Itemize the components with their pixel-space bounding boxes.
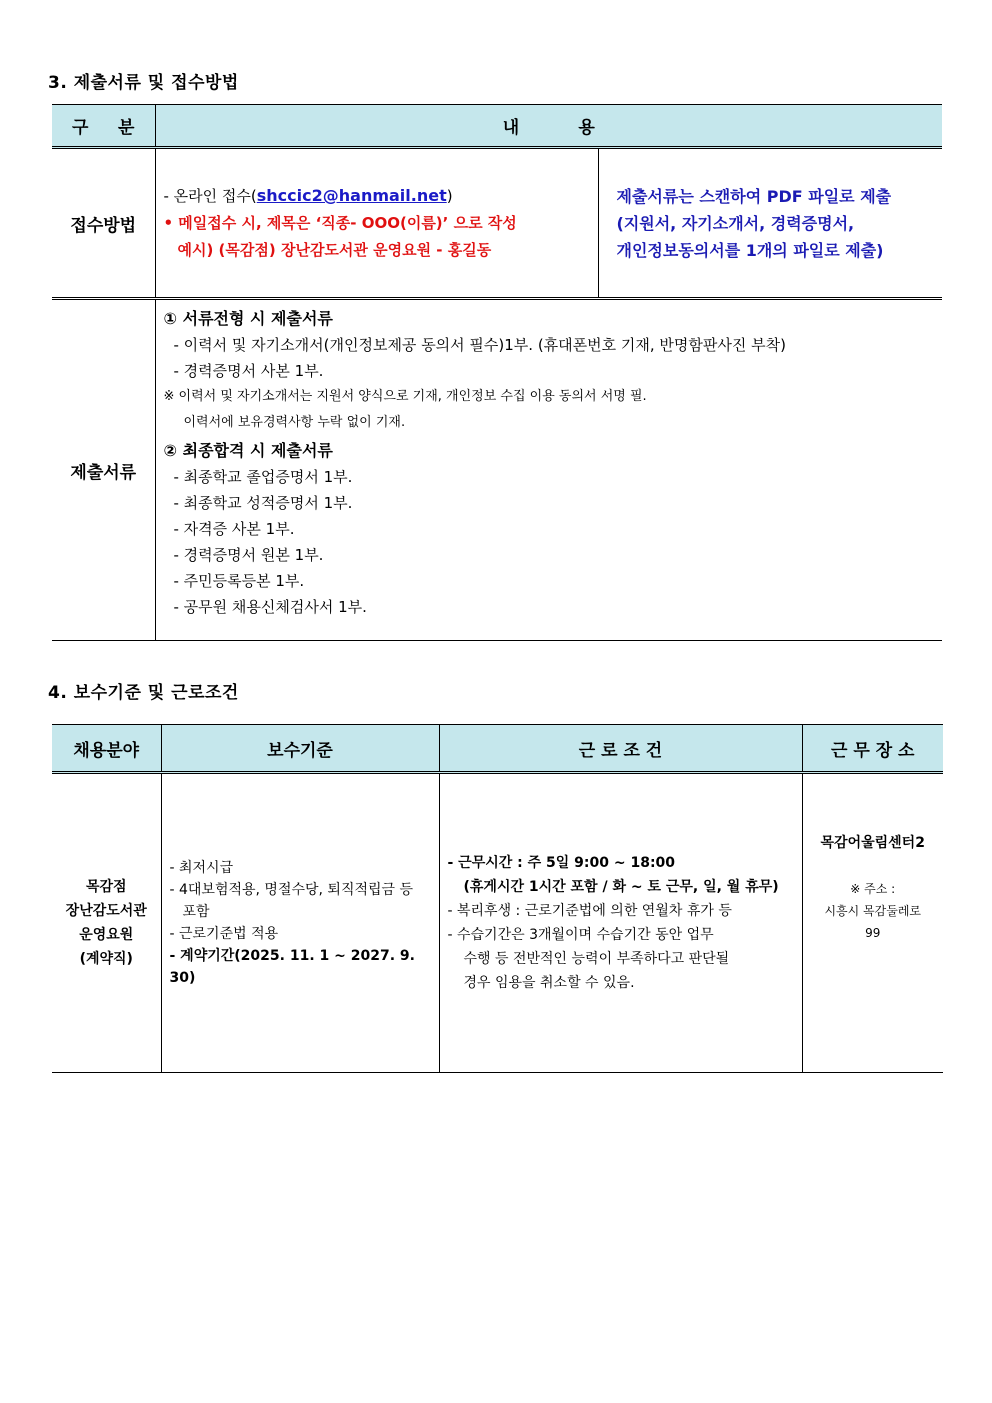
pay-item-4: - 계약기간(2025. 11. 1 ~ 2027. 9. 30) xyxy=(169,948,415,986)
docs-cell xyxy=(155,299,942,641)
cond-item-1: - 근무시간 : 주 5일 9:00 ~ 18:00 xyxy=(447,855,676,871)
docs-heading-1: ① 서류전형 시 제출서류 xyxy=(163,309,333,328)
submission-header-row xyxy=(52,105,942,148)
field-line-2: 장난감도서관 xyxy=(65,903,147,919)
header-field: 채용분야 xyxy=(52,725,161,773)
cond-item-6: 경우 임용을 취소할 수 있음. xyxy=(463,975,635,991)
cond-item-4: - 수습기간은 3개월이며 수습기간 동안 업무 xyxy=(447,927,714,943)
scan-note-2: (지원서, 자기소개서, 경력증명서, xyxy=(616,213,855,233)
mail-note-1: • 메일접수 시, 제목은 ‘직종- OOO(이름)’ 으로 작성 xyxy=(163,214,517,232)
email-link[interactable]: shccic2@hanmail.net xyxy=(256,186,447,205)
method-row xyxy=(52,148,942,299)
docs-item-2e: - 주민등록등본 1부. xyxy=(173,572,305,590)
place-name: 목감어울림센터2 xyxy=(820,835,925,851)
field-line-4: (계약직) xyxy=(79,951,133,967)
header-place: 근 무 장 소 xyxy=(802,725,943,773)
submission-table xyxy=(52,104,942,641)
docs-heading-2: ② 최종합격 시 제출서류 xyxy=(163,441,333,460)
header-content: 내 용 xyxy=(155,105,942,148)
conditions-header-row xyxy=(52,725,943,773)
scan-note-cell xyxy=(598,148,942,299)
header-pay: 보수기준 xyxy=(161,725,439,773)
place-addr-1: 시흥시 목감둘레로 xyxy=(824,904,922,918)
online-suffix: ) xyxy=(446,187,453,205)
scan-note-3: 개인정보동의서를 1개의 파일로 제출) xyxy=(616,240,884,260)
docs-note-1: ※ 이력서 및 자기소개서는 지원서 양식으로 기재, 개인정보 수집 이용 동의서 서명 필. xyxy=(163,389,647,404)
conditions-cell xyxy=(439,773,802,1073)
pay-item-2b: 포함 xyxy=(182,904,210,920)
scan-note-1: 제출서류는 스캔하여 PDF 파일로 제출 xyxy=(616,186,892,206)
docs-label: 제출서류 xyxy=(52,299,155,641)
pay-item-2: - 4대보험적용, 명절수당, 퇴직적립금 등 xyxy=(169,882,414,898)
docs-note-2: 이력서에 보유경력사항 누락 없이 기재. xyxy=(183,415,406,430)
cond-item-2: (휴게시간 1시간 포함 / 화 ~ 토 근무, 일, 월 휴무) xyxy=(463,879,779,895)
docs-item-2a: - 최종학교 졸업증명서 1부. xyxy=(173,468,353,486)
pay-item-3: - 근로기준법 적용 xyxy=(169,926,279,942)
field-line-3: 운영요원 xyxy=(79,927,134,943)
online-prefix: - 온라인 접수( xyxy=(163,187,257,205)
place-addr-2: 99 xyxy=(865,926,881,940)
section-3-title: 3. 제출서류 및 접수방법 xyxy=(48,73,239,93)
docs-item-2d: - 경력증명서 원본 1부. xyxy=(173,546,324,564)
field-cell xyxy=(52,773,161,1073)
conditions-row xyxy=(52,773,943,1073)
docs-item-2b: - 최종학교 성적증명서 1부. xyxy=(173,494,353,512)
pay-item-1: - 최저시급 xyxy=(169,860,234,876)
conditions-table xyxy=(52,724,943,1073)
header-conditions: 근 로 조 건 xyxy=(439,725,802,773)
docs-row xyxy=(52,299,942,641)
field-line-1: 목감점 xyxy=(85,879,127,895)
pay-cell xyxy=(161,773,439,1073)
method-online-cell xyxy=(155,148,598,299)
place-addr-label: ※ 주소 : xyxy=(850,882,896,896)
header-category: 구 분 xyxy=(52,105,155,148)
docs-item-2c: - 자격증 사본 1부. xyxy=(173,520,295,538)
method-label: 접수방법 xyxy=(52,148,155,299)
cond-item-5: 수행 등 전반적인 능력이 부족하다고 판단될 xyxy=(463,951,730,967)
online-line xyxy=(164,182,598,210)
section-4-title: 4. 보수기준 및 근로조건 xyxy=(48,683,239,703)
cond-item-3: - 복리후생 : 근로기준법에 의한 연월차 휴가 등 xyxy=(447,903,732,919)
mail-note-2: 예시) (목감점) 장난감도서관 운영요원 - 홍길동 xyxy=(177,241,492,259)
docs-item-1b: - 경력증명서 사본 1부. xyxy=(173,362,324,380)
docs-item-2f: - 공무원 채용신체검사서 1부. xyxy=(173,598,367,616)
place-cell xyxy=(802,773,943,1073)
docs-item-1a: - 이력서 및 자기소개서(개인정보제공 동의서 필수)1부. (휴대폰번호 기재, 반명함판사진 부착) xyxy=(173,336,786,354)
